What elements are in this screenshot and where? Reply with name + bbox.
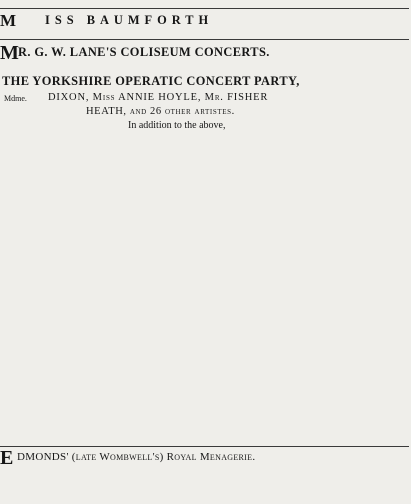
party-title: THE YORKSHIRE OPERATIC CONCERT PARTY, <box>2 75 300 88</box>
addition-line: In addition to the above, <box>128 121 226 131</box>
notice-heading-menagerie: E DMONDS' (late Wombwell's) Royal Menagerie. <box>0 448 256 466</box>
artistes-line-2: HEATH, and 26 other artistes. <box>86 107 235 117</box>
notice-heading-lane: M R. G. W. LANE'S COLISEUM CONCERTS. <box>0 43 270 61</box>
divider-rule <box>0 39 409 40</box>
artistes-line: Mdme. DIXON, Miss ANNIE HOYLE, Mr. FISHER <box>4 93 269 103</box>
divider-rule <box>0 446 409 447</box>
notice-heading-baumforth: M ISS BAUMFORTH <box>0 12 214 28</box>
divider-rule <box>0 8 409 9</box>
